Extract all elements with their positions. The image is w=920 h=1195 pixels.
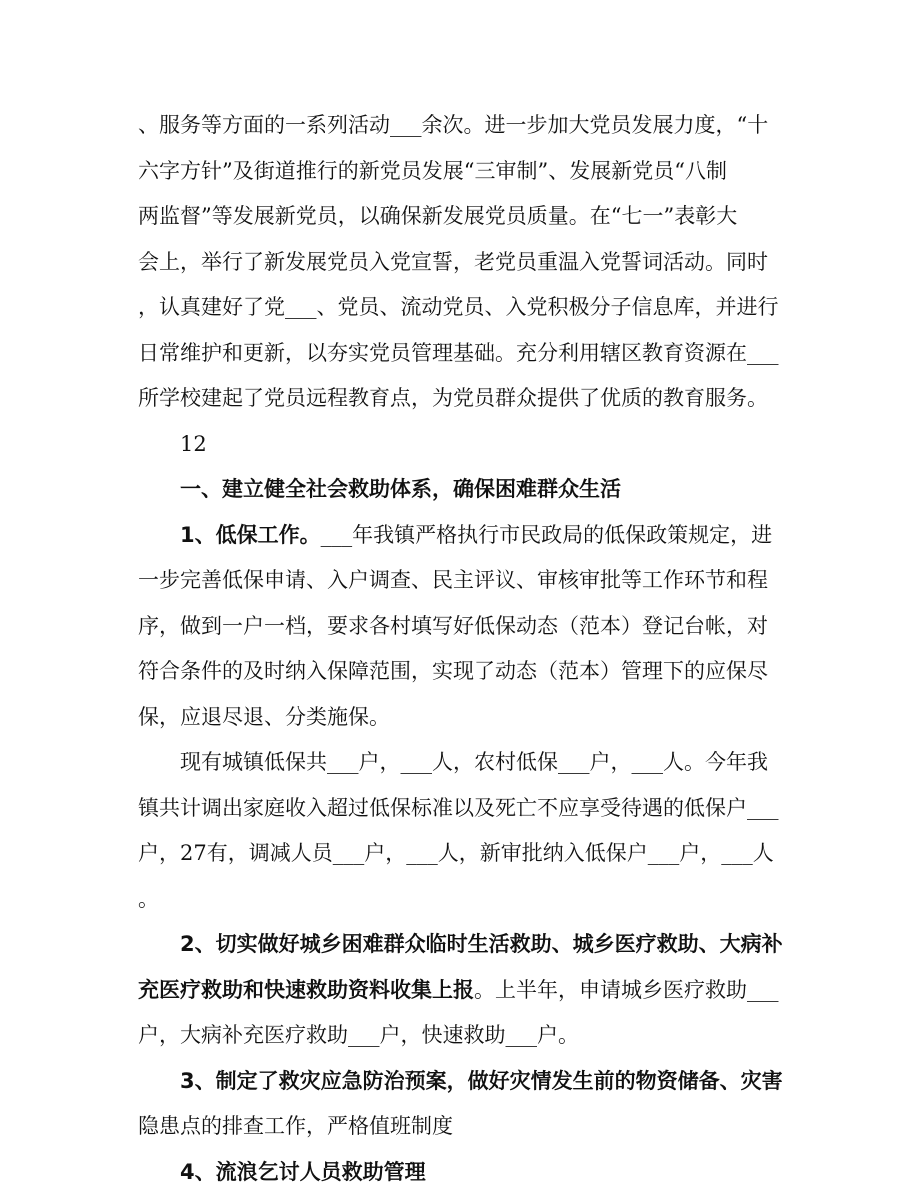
section-heading: 一、建立健全社会救助体系，确保困难群众生活 (180, 477, 621, 501)
paragraph-line: ，认真建好了党___、党员、流动党员、入党积极分子信息库，并进行 (138, 295, 779, 319)
page-number: 12 (180, 431, 207, 456)
paragraph-line: 会上，举行了新发展党员入党宣誓，老党员重温入党誓词活动。同时 (138, 249, 768, 274)
paragraph-line: 符合条件的及时纳入保障范围，实现了动态（范本）管理下的应保尽 (138, 659, 768, 683)
paragraph-line: 现有城镇低保共___户，___人，农村低保___户，___人。今年我 (180, 750, 768, 774)
paragraph-line: 所学校建起了党员远程教育点，为党员群众提供了优质的教育服务。 (138, 386, 768, 410)
paragraph-line: 、服务等方面的一系列活动___余次。进一步加大党员发展力度，“十 (138, 113, 769, 137)
item-heading: 充医疗救助和快速救助资料收集上报 (138, 977, 474, 1002)
paragraph-line: 保，应退尽退、分类施保。 (138, 704, 390, 729)
paragraph-line: 。 (138, 886, 159, 911)
paragraph-line (180, 513, 772, 558)
paragraph-line: 一步完善低保申请、入户调查、民主评议、审核审批等工作环节和程 (138, 568, 768, 592)
item-text: ___年我镇严格执行市民政局的低保政策规定，进 (320, 522, 773, 547)
paragraph-line: 两监督”等发展新党员，以确保新发展党员质量。在“七一”表彰大 (138, 204, 738, 228)
item-heading: 3、制定了救灾应急防治预案，做好灾情发生前的物资储备、灾害 (180, 1068, 783, 1093)
paragraph-line: 日常维护和更新，以夯实党员管理基础。充分利用辖区教育资源在___ (138, 340, 779, 365)
item-heading: 4、流浪乞讨人员救助管理 (180, 1159, 426, 1184)
paragraph-line: 隐患点的排查工作，严格值班制度 (138, 1114, 453, 1138)
item-heading: 2、切实做好城乡困难群众临时生活救助、城乡医疗救助、大病补 (180, 932, 783, 956)
paragraph-line: 六字方针”及街道推行的新党员发展“三审制”、发展新党员“八制 (138, 158, 727, 183)
paragraph-line: 序，做到一户一档，要求各村填写好低保动态（范本）登记台帐，对 (138, 613, 768, 638)
item-heading: 1、低保工作。 (180, 522, 321, 547)
paragraph-line: 户，27有，调减人员___户，___人，新审批纳入低保户___户，___人 (138, 841, 774, 865)
paragraph-line (138, 968, 779, 1013)
paragraph-line: 镇共计调出家庭收入超过低保标准以及死亡不应享受待遇的低保户___ (138, 795, 779, 820)
paragraph-line: 户，大病补充医疗救助___户，快速救助___户。 (138, 1023, 579, 1047)
item-text: 。上半年，申请城乡医疗救助___ (474, 977, 779, 1002)
